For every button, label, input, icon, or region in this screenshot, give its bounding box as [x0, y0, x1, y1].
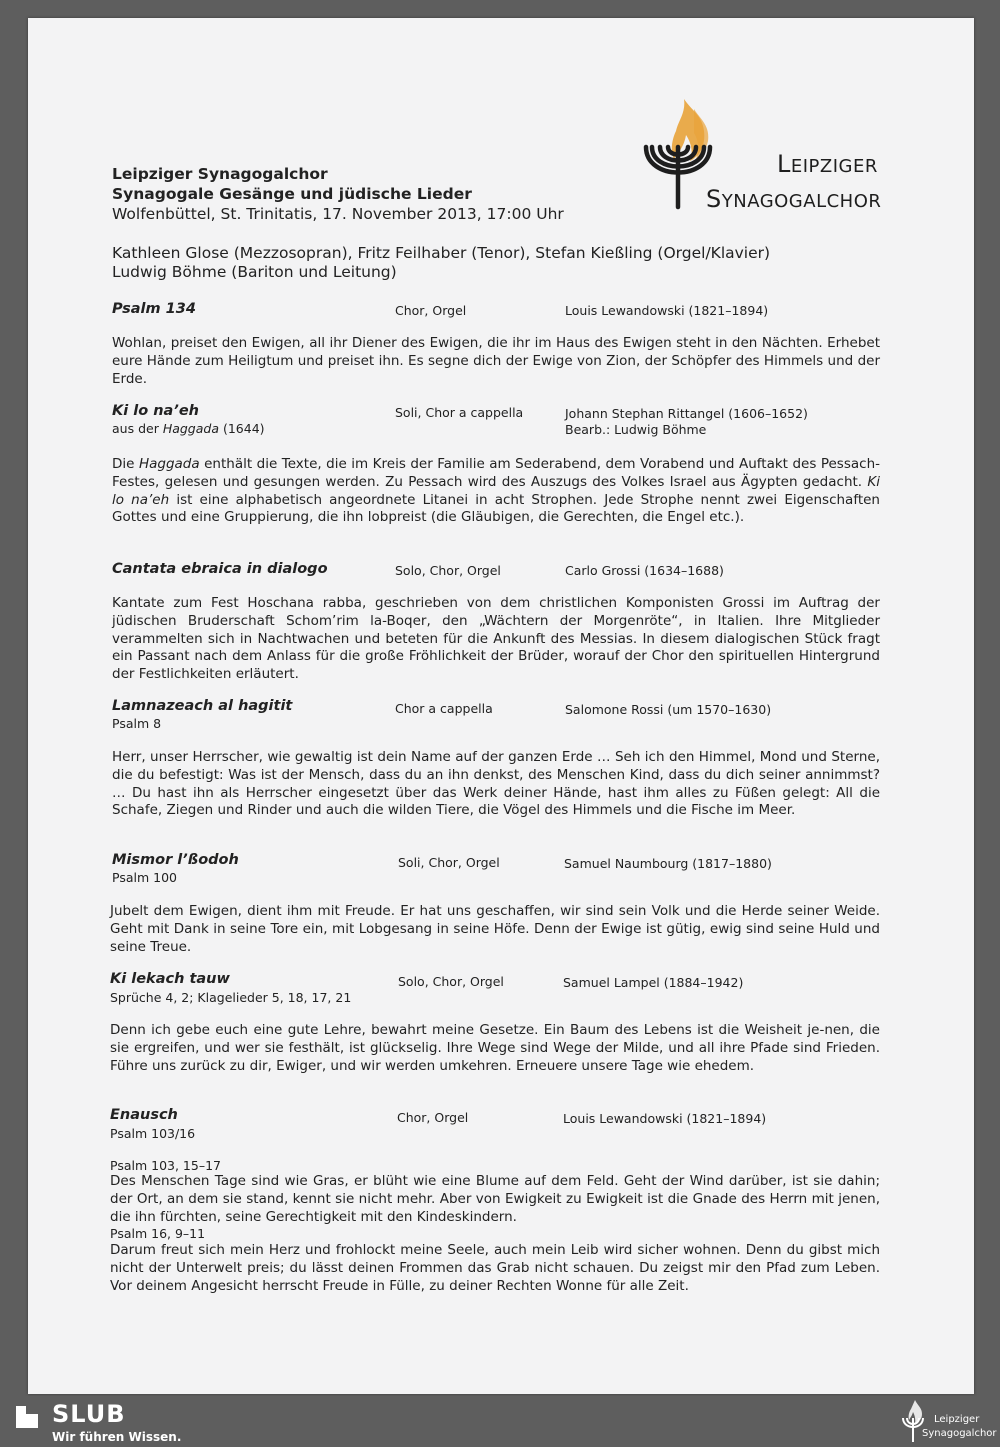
piece-subtitle: Sprüche 4, 2; Klagelieder 5, 18, 17, 21 — [110, 990, 352, 1005]
piece-composer: Louis Lewandowski (1821–1894) — [563, 1111, 767, 1126]
footer-tagline: Wir führen Wissen. — [52, 1430, 182, 1444]
psalm-reference: Psalm 16, 9–11 — [110, 1226, 206, 1241]
piece-scoring: Chor a cappella — [395, 701, 493, 716]
choir-name: Leipziger Synagogalchor — [112, 165, 328, 183]
piece-title: Psalm 134 — [112, 301, 196, 317]
performers-line-1: Kathleen Glose (Mezzosopran), Fritz Feilhaber (Tenor), Stefan Kießling (Orgel/Klavier) — [112, 244, 771, 262]
psalm-reference: Psalm 103, 15–17 — [110, 1158, 221, 1173]
footer-bar — [0, 1396, 1000, 1447]
piece-text: Darum freut sich mein Herz und frohlockt meine Seele, auch mein Leib wird sicher wohnen. Denn du gibst mich nicht der Unterwelt preis; du lässt deinen Frommen das Grab nicht schauen. Du zeigst mir den Pfad zum Leben. Vor deinem Angesicht herrscht Freude in Fülle, zu deiner Rechten Wonne für alle Zeit. — [110, 1242, 880, 1294]
piece-composer: Louis Lewandowski (1821–1894) — [565, 303, 769, 318]
piece-text: Kantate zum Fest Hoschana rabba, geschrieben von dem christlichen Komponisten Grossi im Auftrag der jüdischen Bruderschaft Schom’rim la-Boqer, den „Wächtern der Morgenröte“, in Italien. Ihre Mitglieder verammelten sich in Nachtwachen und beteten für die Ankunft des Messias. In diesem dialogischen Stück fragt ein Passant nach dem Anlass für die große Fröhlichkeit der Brüder, worauf der Chor den spirituellen Hintergrund der Festlichkeiten erläutert. — [112, 595, 880, 683]
piece-title: Lamnazeach al hagitit — [112, 698, 293, 714]
piece-subtitle: aus der Haggada (1644) — [112, 421, 265, 436]
piece-title: Ki lo na’eh — [112, 403, 200, 419]
piece-scoring: Soli, Chor a cappella — [395, 405, 524, 420]
footer-logo-line-2: Synagogalchor — [922, 1428, 997, 1439]
piece-title: Cantata ebraica in dialogo — [112, 561, 328, 577]
piece-scoring: Chor, Orgel — [395, 303, 467, 318]
piece-title: Mismor l’ßodoh — [112, 852, 239, 868]
piece-title: Enausch — [110, 1107, 178, 1123]
piece-scoring: Chor, Orgel — [397, 1110, 469, 1125]
piece-composer: Samuel Lampel (1884–1942) — [563, 975, 744, 990]
piece-composer: Johann Stephan Rittangel (1606–1652) — [565, 406, 808, 421]
slub-logo-icon — [12, 1402, 42, 1432]
piece-text: Denn ich gebe euch eine gute Lehre, bewahrt meine Gesetze. Ein Baum des Lebens ist die Weisheit je-nen, die sie ergreifen, und wer sie festhält, ist glückselig. Ihre Wege sind Wege der Milde, und all ihre Pfade sind Frieden. Führe uns zurück zu dir, Ewiger, und wir werden umkehren. Erneuere unsere Tage wie ehedem. — [110, 1022, 880, 1074]
piece-subtitle: Psalm 8 — [112, 716, 162, 731]
piece-scoring: Soli, Chor, Orgel — [398, 855, 500, 870]
piece-text: Die Haggada enthält die Texte, die im Kreis der Familie am Sederabend, dem Vorabend und Auftakt des Pessach-Festes, gelesen und gesungen werden. Zu Pessach wird des Auszugs des Volkes Israel aus Ägypten gedacht. Ki lo na’eh ist eine alphabetisch angeordnete Litanei in acht Strophen. Jede Strophe nennt zwei Eigenschaften Gottes und eine Gruppierung, die ihn lobpreist (die Gläubigen, die Gerechten, die Engel etc.). — [112, 456, 880, 526]
piece-composer: Salomone Rossi (um 1570–1630) — [565, 702, 772, 717]
piece-text: Herr, unser Herrscher, wie gewaltig ist dein Name auf der ganzen Erde … Seh ich den Himmel, Mond und Sterne, die du befestigt: Was ist der Mensch, dass du an ihn denkst, des Menschen Kind, dass du dich seiner annimmst? … Du hast ihn als Herrscher eingesetzt über das Werk deiner Hände, hast ihm alles zu Füßen gelegt: All die Schafe, Ziegen und Rinder und auch die wilden Tiere, die Vögel des Himmels und die Fische im Meer. — [112, 749, 880, 819]
venue-date: Wolfenbüttel, St. Trinitatis, 17. November 2013, 17:00 Uhr — [112, 205, 564, 223]
footer-logo-line-1: Leipziger — [934, 1414, 980, 1425]
piece-scoring: Solo, Chor, Orgel — [395, 563, 501, 578]
piece-text: Des Menschen Tage sind wie Gras, er blüht wie eine Blume auf dem Feld. Geht der Wind darüber, ist sie dahin; der Ort, an dem sie stand, kennt sie nicht mehr. Aber von Ewigkeit zu Ewigkeit ist die Gnade des Herrn mit jenen, die ihn fürchten, seine Gerechtigkeit mit den Kindeskindern. — [110, 1173, 880, 1225]
footer-brand: SLUB — [52, 1400, 126, 1428]
piece-arranger: Bearb.: Ludwig Böhme — [565, 422, 707, 437]
piece-composer: Carlo Grossi (1634–1688) — [565, 563, 724, 578]
program-title: Synagogale Gesänge und jüdische Lieder — [112, 185, 472, 203]
piece-scoring: Solo, Chor, Orgel — [398, 974, 504, 989]
logo-line-1: LEIPZIGER — [777, 150, 878, 178]
piece-subtitle: Psalm 103/16 — [110, 1126, 196, 1141]
piece-text: Jubelt dem Ewigen, dient ihm mit Freude. Er hat uns geschaffen, wir sind sein Volk und die Herde seiner Weide. Geht mit Dank in seine Tore ein, mit Lobgesang in seine Höfe. Denn der Ewige ist gütig, ewig sind seine Huld und seine Treue. — [110, 903, 880, 955]
piece-subtitle: Psalm 100 — [112, 870, 177, 885]
piece-title: Ki lekach tauw — [110, 971, 230, 987]
piece-composer: Samuel Naumbourg (1817–1880) — [564, 856, 772, 871]
piece-text: Wohlan, preiset den Ewigen, all ihr Diener des Ewigen, die ihr im Haus des Ewigen steht in den Nächten. Erhebet eure Hände zum Heiligtum und preiset ihn. Es segne dich der Ewige von Zion, der Schöpfer des Himmels und der Erde. — [112, 335, 880, 387]
logo-line-2: SYNAGOGALCHOR — [706, 185, 882, 213]
performers-line-2: Ludwig Böhme (Bariton und Leitung) — [112, 263, 397, 281]
